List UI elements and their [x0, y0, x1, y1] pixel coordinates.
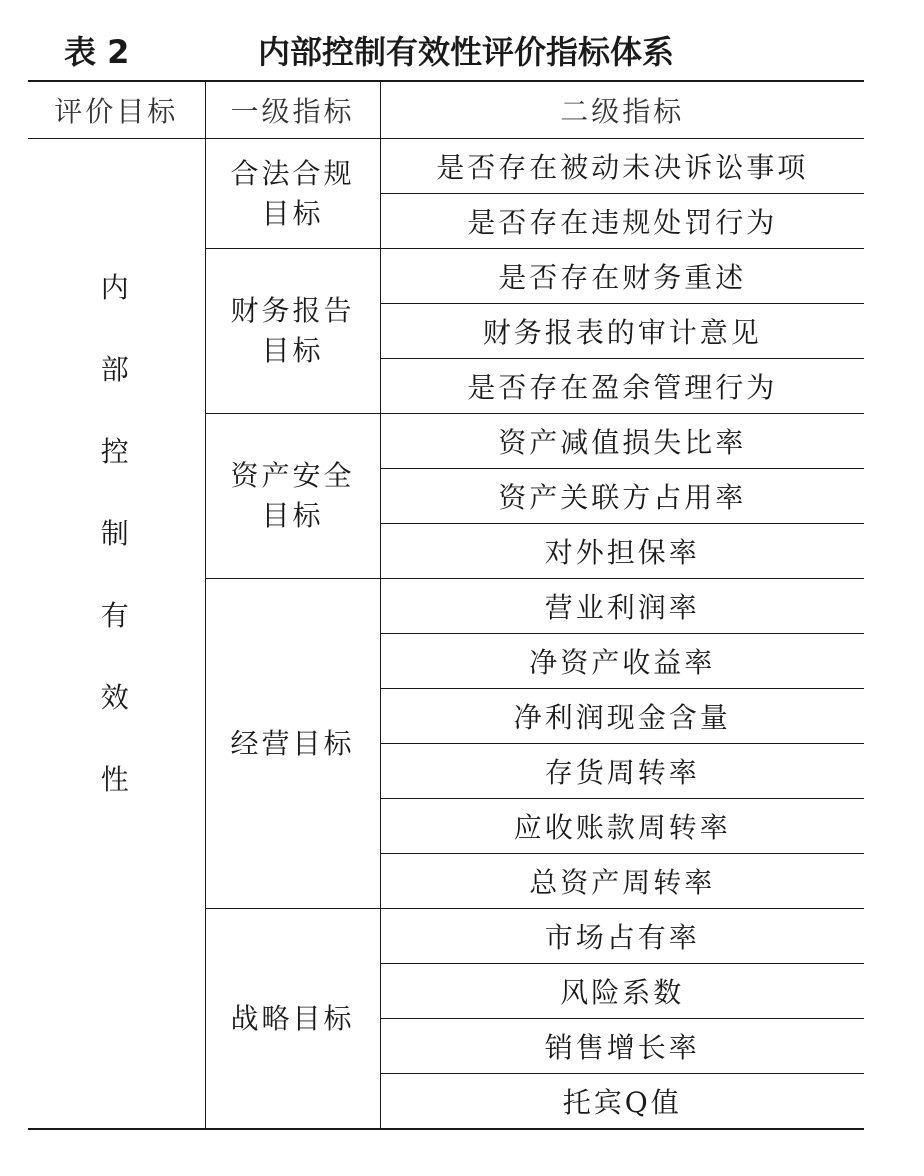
target-char: 有: [100, 599, 132, 632]
first-level-indicator-label: 财务报告目标: [230, 294, 355, 367]
second-level-indicator-cell: 是否存在违规处罚行为: [380, 194, 864, 249]
first-level-indicator-label: 战略目标: [230, 1001, 355, 1035]
target-char: 控: [100, 435, 132, 468]
table-row: [28, 139, 864, 194]
second-level-indicator-cell: 市场占有率: [380, 909, 864, 964]
first-level-indicator-label: 资产安全目标: [230, 459, 355, 532]
second-level-indicator-cell: 净利润现金含量: [380, 689, 864, 744]
first-level-indicator-cell: [205, 909, 380, 1130]
target-char: 内: [100, 271, 132, 304]
second-level-indicator-cell: 财务报表的审计意见: [380, 304, 864, 359]
first-level-indicator-cell: [205, 139, 380, 249]
second-level-indicator-cell: 净资产收益率: [380, 634, 864, 689]
second-level-indicator-cell: 对外担保率: [380, 524, 864, 579]
target-char: 制: [100, 517, 132, 550]
first-level-indicator-cell: [205, 579, 380, 909]
header-evaluation-target: 评价目标: [28, 81, 205, 139]
first-level-indicator-label: 经营目标: [230, 726, 355, 760]
second-level-indicator-cell: 销售增长率: [380, 1019, 864, 1074]
first-level-indicator-label: 合法合规目标: [230, 156, 355, 230]
second-level-indicator-cell: 存货周转率: [380, 744, 864, 799]
second-level-indicator-cell: 营业利润率: [380, 579, 864, 634]
target-char: 效: [100, 681, 132, 714]
second-level-indicator-cell: 资产减值损失比率: [380, 414, 864, 469]
indicator-table: [28, 80, 864, 1130]
target-char: 性: [100, 763, 132, 796]
table-caption: [28, 24, 864, 80]
second-level-indicator-cell: 应收账款周转率: [380, 799, 864, 854]
evaluation-target-cell: [28, 139, 205, 1130]
second-level-indicator-cell: 总资产周转率: [380, 854, 864, 909]
header-row: [28, 81, 864, 139]
first-level-indicator-cell: [205, 249, 380, 414]
second-level-indicator-cell: 是否存在盈余管理行为: [380, 359, 864, 414]
first-level-indicator-cell: [205, 414, 380, 579]
second-level-indicator-cell: 资产关联方占用率: [380, 469, 864, 524]
second-level-indicator-cell: 是否存在被动未决诉讼事项: [380, 139, 864, 194]
evaluation-target-vertical-text: [101, 139, 132, 799]
target-char: 部: [100, 353, 132, 386]
second-level-indicator-cell: 托宾Q值: [380, 1074, 864, 1130]
second-level-indicator-cell: 是否存在财务重述: [380, 249, 864, 304]
header-first-level-indicator: 一级指标: [205, 81, 380, 139]
table-number: 表 2: [64, 33, 130, 71]
table-title: 内部控制有效性评价指标体系: [257, 33, 674, 71]
header-second-level-indicator: 二级指标: [380, 81, 864, 139]
second-level-indicator-cell: 风险系数: [380, 964, 864, 1019]
